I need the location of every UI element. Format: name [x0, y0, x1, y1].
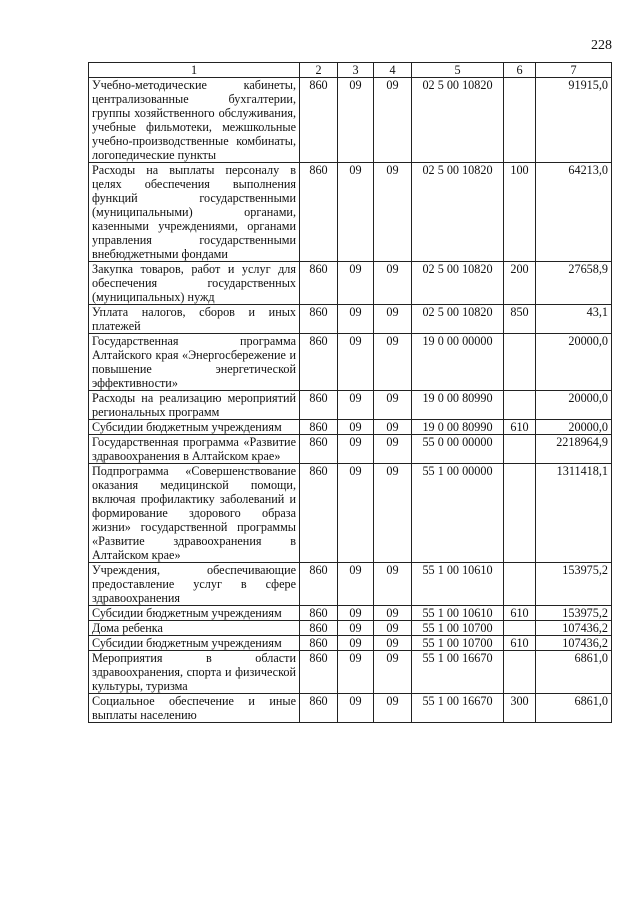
- expense-type-cell: [504, 621, 536, 636]
- table-header-row: [89, 63, 612, 78]
- subsection-code-cell: 09: [374, 334, 412, 391]
- section-code-cell: 09: [338, 262, 374, 305]
- row-name-cell: Дома ребенка: [89, 621, 300, 636]
- amount-cell: 107436,2: [536, 636, 612, 651]
- ministry-code-cell: 860: [300, 334, 338, 391]
- target-article-cell: 02 5 00 10820: [412, 163, 504, 262]
- subsection-code-cell: 09: [374, 78, 412, 163]
- amount-cell: 91915,0: [536, 78, 612, 163]
- table-row: [89, 563, 612, 606]
- table-row: [89, 262, 612, 305]
- expense-type-cell: [504, 78, 536, 163]
- table-row: [89, 636, 612, 651]
- table-row: [89, 621, 612, 636]
- ministry-code-cell: 860: [300, 435, 338, 464]
- column-header-1: 1: [89, 63, 300, 78]
- expense-type-cell: 300: [504, 694, 536, 723]
- table-row: [89, 694, 612, 723]
- subsection-code-cell: 09: [374, 435, 412, 464]
- section-code-cell: 09: [338, 163, 374, 262]
- ministry-code-cell: 860: [300, 563, 338, 606]
- table-row: [89, 606, 612, 621]
- target-article-cell: 55 1 00 00000: [412, 464, 504, 563]
- target-article-cell: 55 1 00 16670: [412, 651, 504, 694]
- ministry-code-cell: 860: [300, 391, 338, 420]
- row-name-cell: Подпрограмма «Совершенствование оказания медицинской помощи, включая профилактику заболеваний и формирование здорового образа жизни» государственной программы «Развитие здравоохранения в Алтайском крае»: [89, 464, 300, 563]
- column-header-6: 6: [504, 63, 536, 78]
- ministry-code-cell: 860: [300, 262, 338, 305]
- budget-table: [88, 62, 612, 723]
- ministry-code-cell: 860: [300, 651, 338, 694]
- expense-type-cell: [504, 651, 536, 694]
- row-name-cell: Учреждения, обеспечивающие предоставление услуг в сфере здравоохранения: [89, 563, 300, 606]
- expense-type-cell: [504, 334, 536, 391]
- subsection-code-cell: 09: [374, 563, 412, 606]
- amount-cell: 64213,0: [536, 163, 612, 262]
- amount-cell: 107436,2: [536, 621, 612, 636]
- section-code-cell: 09: [338, 420, 374, 435]
- subsection-code-cell: 09: [374, 606, 412, 621]
- row-name-cell: Государственная программа «Развитие здравоохранения в Алтайском крае»: [89, 435, 300, 464]
- table-row: [89, 435, 612, 464]
- target-article-cell: 02 5 00 10820: [412, 78, 504, 163]
- target-article-cell: 19 0 00 00000: [412, 334, 504, 391]
- expense-type-cell: 610: [504, 606, 536, 621]
- expense-type-cell: [504, 464, 536, 563]
- row-name-cell: Расходы на выплаты персоналу в целях обеспечения выполнения функций государственными (муниципальными) органами, казенными учреждениями, органами управления государственными внебюджетными фондами: [89, 163, 300, 262]
- amount-cell: 20000,0: [536, 391, 612, 420]
- expense-type-cell: 610: [504, 636, 536, 651]
- ministry-code-cell: 860: [300, 621, 338, 636]
- column-header-3: 3: [338, 63, 374, 78]
- expense-type-cell: [504, 563, 536, 606]
- table-row: [89, 651, 612, 694]
- amount-cell: 1311418,1: [536, 464, 612, 563]
- subsection-code-cell: 09: [374, 163, 412, 262]
- row-name-cell: Мероприятия в области здравоохранения, спорта и физической культуры, туризма: [89, 651, 300, 694]
- section-code-cell: 09: [338, 464, 374, 563]
- row-name-cell: Закупка товаров, работ и услуг для обеспечения государственных (муниципальных) нужд: [89, 262, 300, 305]
- ministry-code-cell: 860: [300, 636, 338, 651]
- row-name-cell: Субсидии бюджетным учреждениям: [89, 636, 300, 651]
- subsection-code-cell: 09: [374, 694, 412, 723]
- subsection-code-cell: 09: [374, 621, 412, 636]
- table-row: [89, 464, 612, 563]
- target-article-cell: 02 5 00 10820: [412, 305, 504, 334]
- expense-type-cell: [504, 391, 536, 420]
- subsection-code-cell: 09: [374, 636, 412, 651]
- expense-type-cell: 850: [504, 305, 536, 334]
- table-row: [89, 391, 612, 420]
- amount-cell: 6861,0: [536, 651, 612, 694]
- section-code-cell: 09: [338, 334, 374, 391]
- ministry-code-cell: 860: [300, 163, 338, 262]
- target-article-cell: 55 1 00 10610: [412, 563, 504, 606]
- target-article-cell: 19 0 00 80990: [412, 391, 504, 420]
- ministry-code-cell: 860: [300, 420, 338, 435]
- section-code-cell: 09: [338, 305, 374, 334]
- column-header-5: 5: [412, 63, 504, 78]
- row-name-cell: Уплата налогов, сборов и иных платежей: [89, 305, 300, 334]
- column-header-4: 4: [374, 63, 412, 78]
- amount-cell: 153975,2: [536, 606, 612, 621]
- row-name-cell: Расходы на реализацию мероприятий региональных программ: [89, 391, 300, 420]
- column-header-2: 2: [300, 63, 338, 78]
- expense-type-cell: 100: [504, 163, 536, 262]
- target-article-cell: 02 5 00 10820: [412, 262, 504, 305]
- table-row: [89, 78, 612, 163]
- expense-type-cell: 200: [504, 262, 536, 305]
- ministry-code-cell: 860: [300, 305, 338, 334]
- subsection-code-cell: 09: [374, 464, 412, 563]
- subsection-code-cell: 09: [374, 305, 412, 334]
- table-row: [89, 420, 612, 435]
- subsection-code-cell: 09: [374, 420, 412, 435]
- subsection-code-cell: 09: [374, 391, 412, 420]
- row-name-cell: Государственная программа Алтайского края «Энергосбережение и повышение энергетической эффективности»: [89, 334, 300, 391]
- table-row: [89, 305, 612, 334]
- table-row: [89, 163, 612, 262]
- target-article-cell: 55 1 00 10700: [412, 621, 504, 636]
- section-code-cell: 09: [338, 435, 374, 464]
- amount-cell: 153975,2: [536, 563, 612, 606]
- column-header-7: 7: [536, 63, 612, 78]
- row-name-cell: Субсидии бюджетным учреждениям: [89, 420, 300, 435]
- target-article-cell: 55 1 00 16670: [412, 694, 504, 723]
- amount-cell: 20000,0: [536, 420, 612, 435]
- target-article-cell: 55 1 00 10700: [412, 636, 504, 651]
- target-article-cell: 55 0 00 00000: [412, 435, 504, 464]
- amount-cell: 27658,9: [536, 262, 612, 305]
- ministry-code-cell: 860: [300, 694, 338, 723]
- page-number: 228: [591, 38, 612, 53]
- expense-type-cell: 610: [504, 420, 536, 435]
- section-code-cell: 09: [338, 606, 374, 621]
- section-code-cell: 09: [338, 694, 374, 723]
- target-article-cell: 55 1 00 10610: [412, 606, 504, 621]
- row-name-cell: Субсидии бюджетным учреждениям: [89, 606, 300, 621]
- section-code-cell: 09: [338, 651, 374, 694]
- ministry-code-cell: 860: [300, 464, 338, 563]
- section-code-cell: 09: [338, 636, 374, 651]
- target-article-cell: 19 0 00 80990: [412, 420, 504, 435]
- section-code-cell: 09: [338, 78, 374, 163]
- ministry-code-cell: 860: [300, 606, 338, 621]
- row-name-cell: Социальное обеспечение и иные выплаты населению: [89, 694, 300, 723]
- amount-cell: 43,1: [536, 305, 612, 334]
- expense-type-cell: [504, 435, 536, 464]
- amount-cell: 20000,0: [536, 334, 612, 391]
- ministry-code-cell: 860: [300, 78, 338, 163]
- amount-cell: 6861,0: [536, 694, 612, 723]
- row-name-cell: Учебно-методические кабинеты, централизованные бухгалтерии, группы хозяйственного обслуживания, учебные фильмотеки, межшкольные учебно-производственные комбинаты, логопедические пункты: [89, 78, 300, 163]
- amount-cell: 2218964,9: [536, 435, 612, 464]
- table-row: [89, 334, 612, 391]
- section-code-cell: 09: [338, 621, 374, 636]
- subsection-code-cell: 09: [374, 651, 412, 694]
- subsection-code-cell: 09: [374, 262, 412, 305]
- section-code-cell: 09: [338, 563, 374, 606]
- section-code-cell: 09: [338, 391, 374, 420]
